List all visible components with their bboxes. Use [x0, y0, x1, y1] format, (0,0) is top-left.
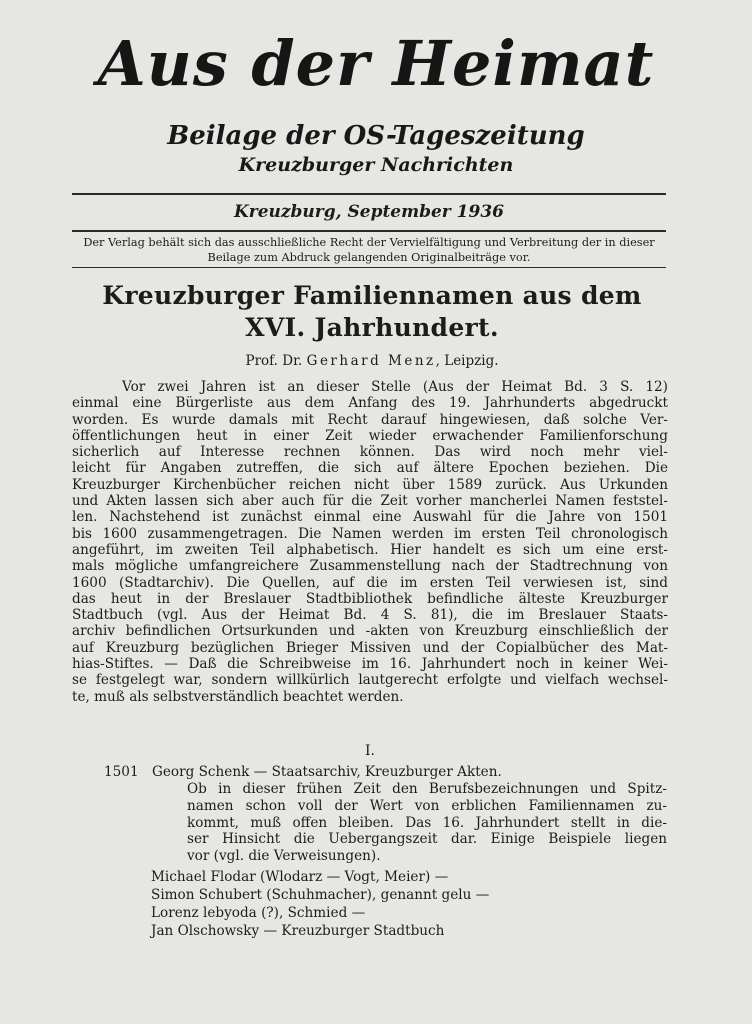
text-line: kommt, muß offen bleiben. Das 16. Jahrhundert stellt in die- — [187, 814, 667, 831]
entry-heading — [104, 764, 674, 781]
author-prefix: Prof. Dr. — [245, 353, 303, 369]
entry-year: 1501 — [104, 764, 139, 780]
dateline: Kreuzburg, September 1936 — [233, 202, 505, 222]
entry-name-list — [151, 868, 651, 940]
text-line: leicht für Angaben zutreffen, die sich auf ältere Epochen beziehen. Die — [72, 460, 668, 477]
entry-note — [187, 781, 667, 865]
author-name: Gerhard Menz — [306, 353, 436, 369]
masthead-title: Aus der Heimat — [97, 27, 655, 100]
text-line: Ob in dieser frühen Zeit den Berufsbezeichnungen und Spitz- — [187, 781, 667, 797]
divider-top — [72, 193, 666, 195]
text-line: len. Nachstehend ist zunächst einmal eine Auswahl für die Jahre von 1501 — [72, 509, 668, 526]
text-line: ser Hinsicht die Uebergangszeit dar. Einige Beispiele liegen — [187, 831, 667, 848]
text-line: bis 1600 zusammengetragen. Die Namen werden im ersten Teil chronologisch — [72, 525, 668, 542]
text-line: archiv befindlichen Ortsurkunden und -akten von Kreuzburg einschließlich der — [72, 623, 668, 640]
text-line: te, muß als selbstverständlich beachtet werden. — [72, 688, 404, 705]
name-entry: Simon Schubert (Schuhmacher), genannt gelu — — [151, 887, 490, 903]
text-line: einmal eine Bürgerliste aus dem Anfang des 19. Jahrhunderts abgedruckt — [72, 395, 668, 412]
rights-notice: Der Verlag behält sich das ausschließliche Recht der Vervielfältigung und Verbreitung der in dieser Beilage zum Abdruck gelangenden Originalbeiträge vor. — [83, 236, 655, 264]
text-line: angeführt, im zweiten Teil alphabetisch. Hier handelt es sich um eine erst- — [72, 541, 668, 558]
article-body — [72, 379, 668, 705]
masthead-subtitle: Beilage der OS-Tageszeitung — [167, 121, 585, 151]
text-line: Stadtbuch (vgl. Aus der Heimat Bd. 4 S. 81), die im Breslauer Staats- — [72, 607, 668, 624]
text-line: das heut in der Breslauer Stadtbibliothek befindliche älteste Kreuzburger — [72, 590, 668, 607]
article-title-line: Kreuzburger Familiennamen aus dem — [102, 281, 642, 310]
article-title-line: XVI. Jahrhundert. — [245, 313, 499, 342]
author-place: , Leipzig. — [435, 353, 499, 369]
text-line: se festgelegt war, sondern willkürlich lautgerecht erfolgte und vielfach wechsel- — [72, 672, 668, 689]
name-entry: Michael Flodar (Wlodarz — Vogt, Meier) — — [151, 869, 449, 885]
name-entry: Jan Olschowsky — Kreuzburger Stadtbuch — [151, 923, 445, 939]
text-line: 1600 (Stadtarchiv). Die Quellen, auf die im ersten Teil verwiesen ist, sind — [72, 574, 668, 591]
text-line: namen schon voll der Wert von erblichen Familiennamen zu- — [187, 797, 667, 814]
entry-text: Georg Schenk — Staatsarchiv, Kreuzburger Akten. — [152, 764, 502, 780]
text-line: sicherlich auf Interesse rechnen können. Das wird noch mehr viel- — [72, 444, 668, 461]
section-numeral: I. — [365, 743, 375, 759]
text-line: vor (vgl. die Verweisungen). — [187, 848, 381, 865]
masthead-subtitle-secondary: Kreuzburger Nachrichten — [238, 154, 514, 176]
text-line: auf Kreuzburg bezüglichen Brieger Missiven und der Copialbücher des Mat- — [72, 639, 668, 656]
article-author — [72, 351, 672, 371]
divider-middle — [72, 230, 666, 232]
text-line: Kreuzburger Kirchenbücher reichen nicht über 1589 zurück. Aus Urkunden — [72, 476, 668, 493]
article-title — [72, 280, 672, 344]
text-line: Vor zwei Jahren ist an dieser Stelle (Aus der Heimat Bd. 3 S. 12) — [122, 379, 668, 395]
text-line: hias-Stiftes. — Daß die Schreibweise im 16. Jahrhundert noch in keiner Wei- — [72, 656, 668, 673]
text-line: und Akten lassen sich aber auch für die Zeit vorher mancherlei Namen feststel- — [72, 493, 668, 510]
text-line: mals mögliche umfangreichere Zusammenstellung nach der Stadtrechnung von — [72, 558, 668, 575]
text-line: worden. Es wurde damals mit Recht darauf hingewiesen, daß solche Ver- — [72, 411, 668, 428]
divider-bottom — [72, 267, 666, 268]
text-line: öffentlichungen heut in einer Zeit wieder erwachender Familienforschung — [72, 427, 668, 444]
name-entry: Lorenz lebyoda (?), Schmied — — [151, 905, 366, 921]
